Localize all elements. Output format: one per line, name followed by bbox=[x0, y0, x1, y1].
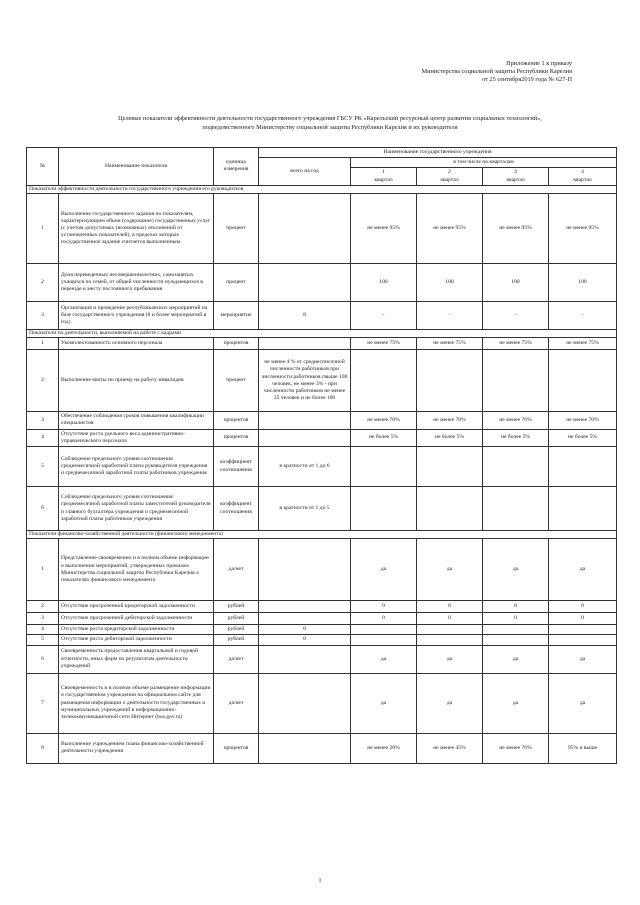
total-cell bbox=[259, 673, 351, 733]
unit-cell: процент bbox=[214, 194, 259, 264]
table-row bbox=[27, 302, 617, 330]
quarter-cell: 100 bbox=[417, 264, 483, 302]
quarter-cell: 100 bbox=[549, 264, 617, 302]
row-number: 8 bbox=[27, 733, 59, 763]
table-row bbox=[27, 194, 617, 264]
row-number: 6 bbox=[27, 645, 59, 673]
quarter-cell: да bbox=[351, 673, 417, 733]
page-number: 1 bbox=[318, 878, 322, 884]
total-cell: не менее 4 % от среднесписочной численности работников при численности работников свыше 100 человек, не менее 3% - при численности работников не менее 35 человек и не более 100 bbox=[259, 350, 351, 412]
order-reference-line: Министерства социальной защиты Республики Карелия bbox=[421, 68, 572, 75]
row-number: 2 bbox=[27, 264, 59, 302]
quarter-cell: не более 5% bbox=[483, 429, 549, 446]
quarter-cell bbox=[417, 350, 483, 412]
unit-cell: рублей bbox=[214, 635, 259, 645]
quarter-cell bbox=[417, 447, 483, 487]
indicators-body bbox=[27, 185, 617, 763]
quarter-cell bbox=[483, 447, 549, 487]
quarter-cell: 0 bbox=[351, 601, 417, 613]
unit-cell: да/нет bbox=[214, 645, 259, 673]
quarter-cell: 0 bbox=[549, 601, 617, 613]
table-row bbox=[27, 733, 617, 763]
quarter-cell: не менее 70% bbox=[483, 733, 549, 763]
total-cell bbox=[259, 613, 351, 625]
row-number: 7 bbox=[27, 673, 59, 733]
quarter-cell: да bbox=[549, 645, 617, 673]
indicator-name: Организация и проведение республиканских мероприятий на базе государственного учреждения (8 и более мероприятий в год) bbox=[59, 302, 214, 330]
col-quarters-header: в том числе по кварталам bbox=[351, 158, 617, 168]
order-reference-line: от 25 сентября2019 года № 627-П bbox=[482, 76, 572, 83]
quarter-cell bbox=[351, 635, 417, 645]
quarter-cell: да bbox=[549, 539, 617, 601]
total-cell bbox=[259, 601, 351, 613]
quarter-cell bbox=[417, 625, 483, 635]
indicator-name: Выполнение квоты по приему на работу инвалидов bbox=[59, 350, 214, 412]
row-number: 4 bbox=[27, 625, 59, 635]
table-row bbox=[27, 601, 617, 613]
unit-cell: процент bbox=[214, 264, 259, 302]
unit-cell: рублей bbox=[214, 601, 259, 613]
indicator-name: Отсутствие роста дебиторской задолженности bbox=[59, 635, 214, 645]
indicator-name: Отсутствие просроченной дебиторской задолженности bbox=[59, 613, 214, 625]
row-number: 5 bbox=[27, 447, 59, 487]
quarter-cell: - bbox=[549, 302, 617, 330]
unit-cell: да/нет bbox=[214, 673, 259, 733]
order-reference bbox=[312, 60, 572, 84]
quarter-cell: да bbox=[351, 539, 417, 601]
quarter-cell: не менее 70% bbox=[417, 412, 483, 429]
unit-cell: коэффициент соотношения bbox=[214, 447, 259, 487]
quarter-cell bbox=[351, 625, 417, 635]
row-number: 2 bbox=[27, 601, 59, 613]
row-number: 3 bbox=[27, 613, 59, 625]
col-quarter-header: 4 квартал bbox=[549, 168, 617, 185]
quarter-cell: - bbox=[351, 302, 417, 330]
quarter-cell: 0 bbox=[549, 613, 617, 625]
quarter-cell: 95% и выше bbox=[549, 733, 617, 763]
total-cell bbox=[259, 412, 351, 429]
row-number: 5 bbox=[27, 635, 59, 645]
table-row bbox=[27, 487, 617, 531]
indicator-name: Отсутствие роста удельного веса административно-управленческого персонала bbox=[59, 429, 214, 446]
unit-cell: мероприятие bbox=[214, 302, 259, 330]
total-cell bbox=[259, 194, 351, 264]
quarter-cell: 0 bbox=[417, 601, 483, 613]
quarter-cell: не менее 20% bbox=[351, 733, 417, 763]
quarter-cell: не менее 70% bbox=[483, 412, 549, 429]
total-cell bbox=[259, 429, 351, 446]
indicator-name: Отсутствие роста кредиторской задолженности bbox=[59, 625, 214, 635]
quarter-cell: не более 5% bbox=[549, 429, 617, 446]
table-row bbox=[27, 447, 617, 487]
col-group-header: Наименование государственного учреждения bbox=[259, 148, 617, 158]
indicator-name: Выполнение учреждением плана финансово-хозяйственной деятельности учреждения bbox=[59, 733, 214, 763]
indicator-name: Своевременность и в полном объеме размещение информации о государственном учреждении на официальном сайте для размещения информации о деятельности государственных и муниципальных учреждений в информационно-телекоммуникационной сети Интернет (bus.gov.ru) bbox=[59, 673, 214, 733]
indicator-name: Соблюдение предельного уровня соотношения среднемесячной заработной платы заместителей руководителя и главного бухгалтера учреждения и среднемесячной заработной платы работников учреждения bbox=[59, 487, 214, 531]
table-row bbox=[27, 412, 617, 429]
quarter-cell bbox=[417, 487, 483, 531]
table-row bbox=[27, 350, 617, 412]
quarter-cell: не менее 70% bbox=[351, 412, 417, 429]
quarter-cell: да bbox=[483, 645, 549, 673]
quarter-cell: не более 5% bbox=[351, 429, 417, 446]
section-header-row bbox=[27, 185, 617, 193]
col-name-header: Наименование показателя bbox=[59, 148, 214, 186]
section-title: Показатели финансово-хозяйственной деятельности (финансового менеджмента) bbox=[27, 531, 617, 539]
unit-cell: да/нет bbox=[214, 539, 259, 601]
table-row bbox=[27, 613, 617, 625]
total-cell: 8 bbox=[259, 302, 351, 330]
col-num-header: № bbox=[27, 148, 59, 186]
total-cell: 0 bbox=[259, 635, 351, 645]
row-number: 2 bbox=[27, 350, 59, 412]
unit-cell: рублей bbox=[214, 613, 259, 625]
col-total-header: всего на год bbox=[259, 158, 351, 186]
quarter-cell bbox=[351, 350, 417, 412]
total-cell bbox=[259, 264, 351, 302]
quarter-cell bbox=[351, 447, 417, 487]
indicator-name: Укомплектованность основного персонала bbox=[59, 338, 214, 350]
quarter-cell: да bbox=[417, 645, 483, 673]
quarter-cell: не менее 95% bbox=[351, 194, 417, 264]
table-row bbox=[27, 673, 617, 733]
total-cell bbox=[259, 338, 351, 350]
unit-cell: процент bbox=[214, 350, 259, 412]
quarter-cell: да bbox=[549, 673, 617, 733]
section-title: Показатели по деятельности, выполняемой на работе с кадрами bbox=[27, 330, 617, 338]
quarter-cell bbox=[483, 487, 549, 531]
quarter-cell: не менее 95% bbox=[549, 194, 617, 264]
table-row bbox=[27, 645, 617, 673]
row-number: 3 bbox=[27, 302, 59, 330]
quarter-cell: не менее 75% bbox=[417, 338, 483, 350]
quarter-cell bbox=[483, 350, 549, 412]
quarter-cell bbox=[549, 487, 617, 531]
quarter-cell: да bbox=[351, 645, 417, 673]
total-cell: в кратности от 1 до 6 bbox=[259, 447, 351, 487]
quarter-cell bbox=[549, 350, 617, 412]
quarter-cell: не менее 75% bbox=[351, 338, 417, 350]
section-header-row bbox=[27, 531, 617, 539]
table-row bbox=[27, 625, 617, 635]
quarter-cell: да bbox=[483, 539, 549, 601]
total-cell bbox=[259, 645, 351, 673]
row-number: 1 bbox=[27, 338, 59, 350]
indicator-name: Доля переведенных несовершеннолетних, самозанятых учащихся по семей, от общей численности нуждающихся в переезде к месту постоянного пребывания bbox=[59, 264, 214, 302]
quarter-cell bbox=[549, 635, 617, 645]
total-cell bbox=[259, 539, 351, 601]
section-header-row bbox=[27, 330, 617, 338]
order-reference-line: Приложение 1 к приказу bbox=[506, 60, 572, 67]
row-number: 3 bbox=[27, 412, 59, 429]
indicator-name: Выполнение государственного задания по показателям, характеризующим объем (содержание) государственных услуг (с учетом допустимых (возможных) отклонений от установленных показателей), в пределах которых государственное задание считается выполненным bbox=[59, 194, 214, 264]
row-number: 6 bbox=[27, 487, 59, 531]
table-row bbox=[27, 264, 617, 302]
quarter-cell: - bbox=[417, 302, 483, 330]
quarter-cell: не менее 95% bbox=[483, 194, 549, 264]
quarter-cell: 0 bbox=[351, 613, 417, 625]
quarter-cell: 0 bbox=[483, 613, 549, 625]
row-number: 1 bbox=[27, 539, 59, 601]
total-cell: в кратности от 1 до 5 bbox=[259, 487, 351, 531]
unit-cell: рублей bbox=[214, 625, 259, 635]
unit-cell: процентов bbox=[214, 429, 259, 446]
quarter-cell: - bbox=[483, 302, 549, 330]
quarter-cell bbox=[483, 635, 549, 645]
row-number: 1 bbox=[27, 194, 59, 264]
unit-cell: процентов bbox=[214, 412, 259, 429]
quarter-cell: не менее 45% bbox=[417, 733, 483, 763]
unit-cell: процентов bbox=[214, 733, 259, 763]
quarter-cell: 100 bbox=[351, 264, 417, 302]
col-quarter-header: 3 квартал bbox=[483, 168, 549, 185]
quarter-cell bbox=[351, 487, 417, 531]
indicator-name: Представление своевременно и в полном объеме информации о выполнении мероприятий, утвержденных приказом Министерства социальной защиты Республики Карелия о показателях финансового менеджмента bbox=[59, 539, 214, 601]
table-row bbox=[27, 429, 617, 446]
col-quarter-header: 2 квартал bbox=[417, 168, 483, 185]
quarter-cell bbox=[483, 625, 549, 635]
indicator-name: Обеспечение соблюдения сроков повышения квалификации специалистов bbox=[59, 412, 214, 429]
quarter-cell: 0 bbox=[417, 613, 483, 625]
document-title bbox=[80, 115, 580, 132]
col-quarter-header: 1 квартал bbox=[351, 168, 417, 185]
indicator-name: Соблюдение предельного уровня соотношения среднемесячной заработной платы руководителя учреждения и среднемесячной заработной платы работников учреждения bbox=[59, 447, 214, 487]
title-line: подведомственного Министерству социальной защиты Республики Карелия и их руководителя bbox=[202, 123, 458, 131]
quarter-cell: да bbox=[483, 673, 549, 733]
quarter-cell: не менее 95% bbox=[417, 194, 483, 264]
quarter-cell: 0 bbox=[483, 601, 549, 613]
quarter-cell: не менее 75% bbox=[549, 338, 617, 350]
quarter-cell bbox=[417, 635, 483, 645]
quarter-cell: да bbox=[417, 539, 483, 601]
row-number: 4 bbox=[27, 429, 59, 446]
unit-cell: коэффициент соотношения bbox=[214, 487, 259, 531]
section-title: Показатели эффективности деятельности государственного учреждения его руководителя bbox=[27, 185, 617, 193]
quarter-cell: не более 5% bbox=[417, 429, 483, 446]
table-row bbox=[27, 539, 617, 601]
indicator-name: Отсутствие просроченной кредиторской задолженности bbox=[59, 601, 214, 613]
indicator-name: Своевременность предоставления квартальной и годовой отчетности, иных форм по результатам деятельности учреждений bbox=[59, 645, 214, 673]
table-row bbox=[27, 635, 617, 645]
quarter-cell: да bbox=[417, 673, 483, 733]
quarter-cell bbox=[549, 447, 617, 487]
indicators-table bbox=[26, 147, 617, 764]
title-line: Целевые показатели эффективности деятельности государственного учреждения ГБСУ РК «Карельский ресурсный центр развития социальных технологий», bbox=[118, 115, 542, 122]
quarter-cell: не менее 75% bbox=[483, 338, 549, 350]
total-cell: 0 bbox=[259, 625, 351, 635]
table-row bbox=[27, 338, 617, 350]
quarter-cell: 100 bbox=[483, 264, 549, 302]
quarter-cell bbox=[549, 625, 617, 635]
quarter-cell: не менее 70% bbox=[549, 412, 617, 429]
col-unit-header: единица измерения bbox=[214, 148, 259, 186]
unit-cell: процентов bbox=[214, 338, 259, 350]
total-cell bbox=[259, 733, 351, 763]
